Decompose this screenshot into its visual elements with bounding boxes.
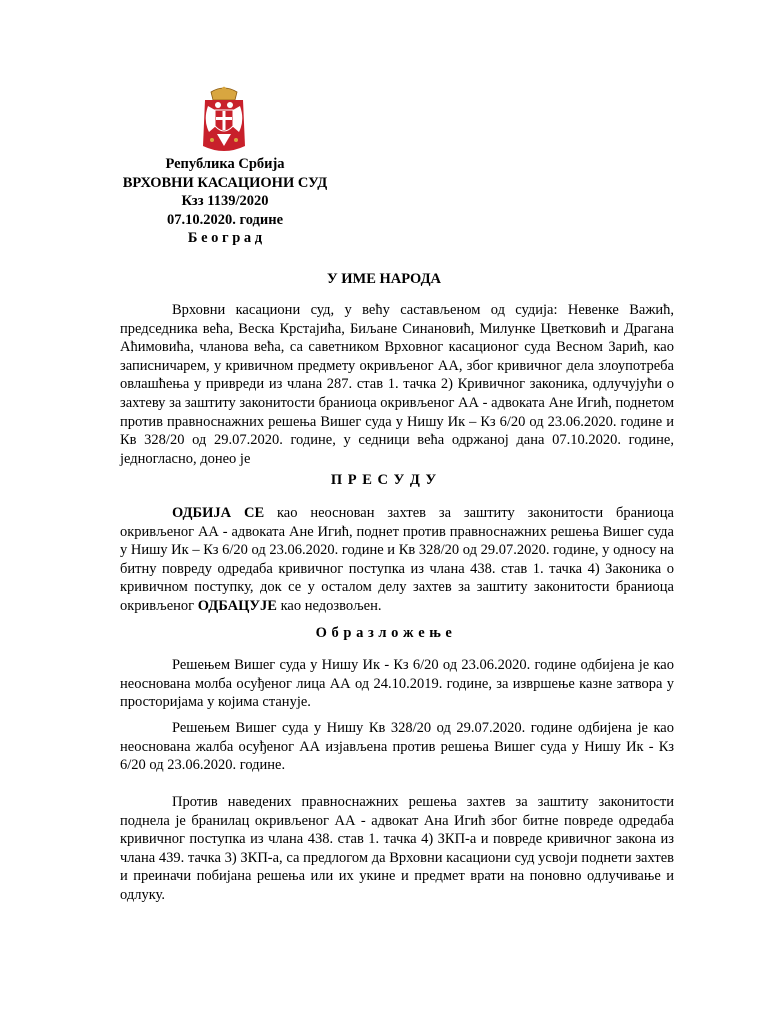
court-name: ВРХОВНИ КАСАЦИОНИ СУД [122,174,328,191]
verdict-body: као неоснован захтев за заштиту законитости браниоца окривљеног АА - адвоката Ане Игић, поднет против правноснажних решења Вишег суда у Нишу Ик – Кз 6/20 од 23.06.2020. године и Кв 328/20 од 29.07.2020. године, у односу на битну повреду одредаба кривичног поступка из члана 438. став 1. тачка 4) Законика о кривичном поступку, док се у осталом делу захтев за заштиту законитости браниоца окривљеног [120,505,674,614]
intro-paragraph: Врховни касациони суд, у већу састављеном од судија: Невенке Важић, председника већа, Веска Крстајића, Биљане Синановић, Милунке Цветковић и Драгана Аћимовића, чланова већа, са саветником Врховног касационог суда Весном Зарић, као записничарем, у кривичном предмету окривљеног АА, због кривичног дела злоупотреба овлашћења у привреди из члана 287. став 1. тачка 2) Кривичног законика, одлучујући о захтеву за заштиту законитости браниоца окривљеног АА - адвоката Ане Игић, поднетом против правноснажних решења Вишег суда у Нишу Ик – Кз 6/20 од 23.06.2020. године и Кв 328/20 од 29.07.2020. године, у седници већа одржаној дана 07.10.2020. године, једногласно, донео је [120,302,674,467]
verdict-paragraph [120,504,674,616]
reasoning-paragraph-1: Решењем Вишег суда у Нишу Ик - Кз 6/20 од 23.06.2020. године одбијена је као неоснована молба осуђеног лица АА од 24.10.2019. године, за извршење казне затвора у просторијама у којима станује. [120,657,674,711]
verdict-dismissed-label: ОДБАЦУЈЕ [197,597,277,614]
reasoning-paragraph-2: Решењем Вишег суда у Нишу Кв 328/20 од 29.07.2020. године одбијена је као неоснована жалба осуђеног АА изјављена против решења Вишег суда у Нишу Ик - Кз 6/20 од 23.06.2020. године. [120,720,674,774]
in-the-name-heading: У ИМЕ НАРОДА [326,271,442,287]
court-header [110,155,340,248]
decision-date: 07.10.2020. године [166,211,284,228]
coat-of-arms-icon [201,86,247,154]
reasoning-paragraph-3: Против наведених правноснажних решења захтев за заштиту законитости поднела је бранилац окривљеног АА - адвокат Ана Игић због битне повреде одредаба кривичног поступка из члана 438. став 1. тачка 4) ЗКП-а и повреде кривичног закона из члана 439. тачка 3) ЗКП-а, са предлогом да Врховни касациони суд усвоји поднети захтев и преиначи побијана решења или их укине и предмет врати на поновно одлучивање и одлуку. [120,794,674,903]
reasoning-title: О б р а з л о ж е њ е [315,625,453,641]
city-name: Б е о г р а д [187,230,263,246]
verdict-title: П Р Е С У Д У [330,472,438,488]
verdict-rejected-label: ОДБИЈА СЕ [172,505,265,521]
country-name: Република Србија [165,156,285,172]
case-number: Кзз 1139/2020 [181,193,269,209]
verdict-tail: као недозвољен. [276,597,382,614]
